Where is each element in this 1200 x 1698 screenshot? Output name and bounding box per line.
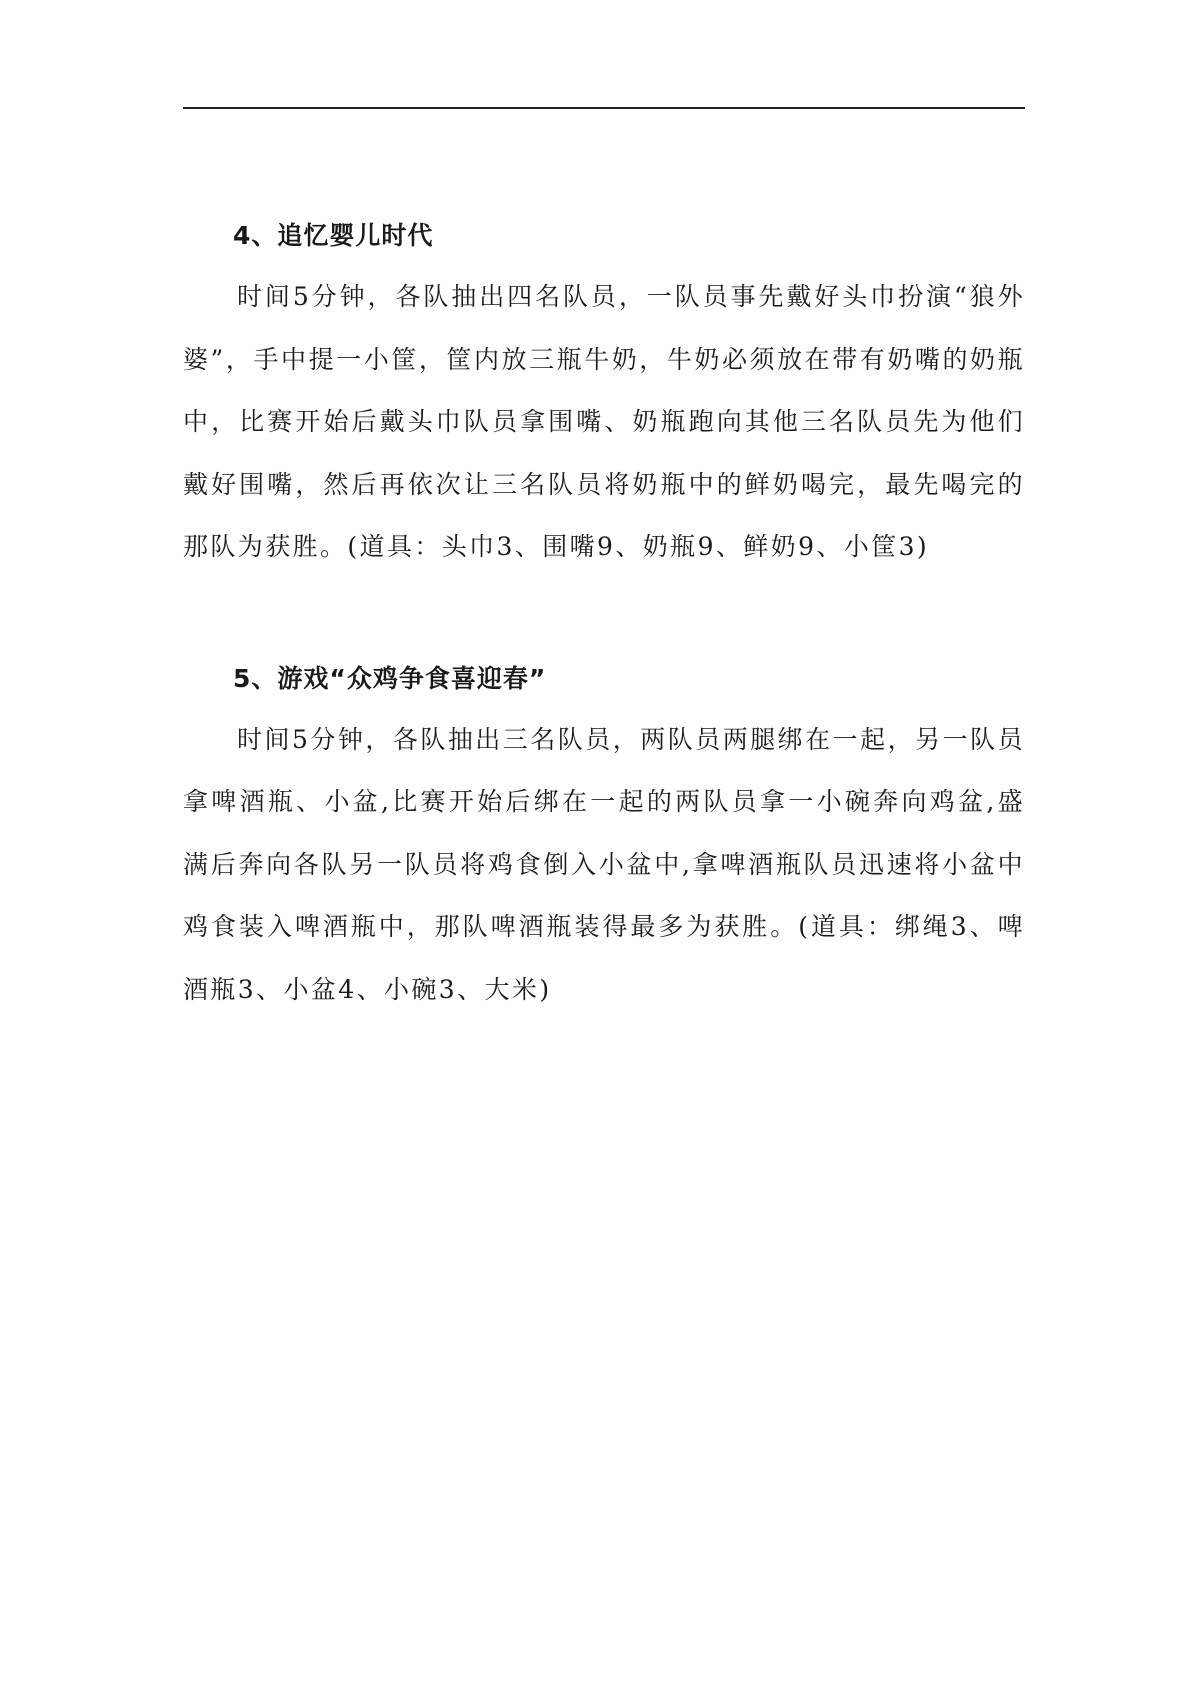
section-heading: 5、游戏“众鸡争食喜迎春” [233, 663, 547, 693]
section-5 [183, 649, 1025, 1022]
header-rule [183, 107, 1025, 109]
section-heading: 4、追忆婴儿时代 [233, 221, 434, 250]
section-4 [183, 206, 1025, 579]
document-content [183, 206, 1025, 1021]
section-paragraph: 时间5分钟，各队抽出四名队员，一队员事先戴好头巾扮演“狼外婆”，手中提一小筐，筐内放三瓶牛奶，牛奶必须放在带有奶嘴的奶瓶中，比赛开始后戴头巾队员拿围嘴、奶瓶跑向其他三名队员先为他们戴好围嘴，然后再依次让三名队员将奶瓶中的鲜奶喝完，最先喝完的那队为获胜。(道具：头巾3、围嘴9、奶瓶9、鲜奶9、小筐3) [183, 282, 1025, 561]
section-paragraph: 时间5分钟，各队抽出三名队员，两队员两腿绑在一起，另一队员拿啤酒瓶、小盆,比赛开始后绑在一起的两队员拿一小碗奔向鸡盆,盛满后奔向各队另一队员将鸡食倒入小盆中,拿啤酒瓶队员迅速将小盆中鸡食装入啤酒瓶中，那队啤酒瓶装得最多为获胜。(道具：绑绳3、啤酒瓶3、小盆4、小碗3、大米) [183, 724, 1025, 1004]
